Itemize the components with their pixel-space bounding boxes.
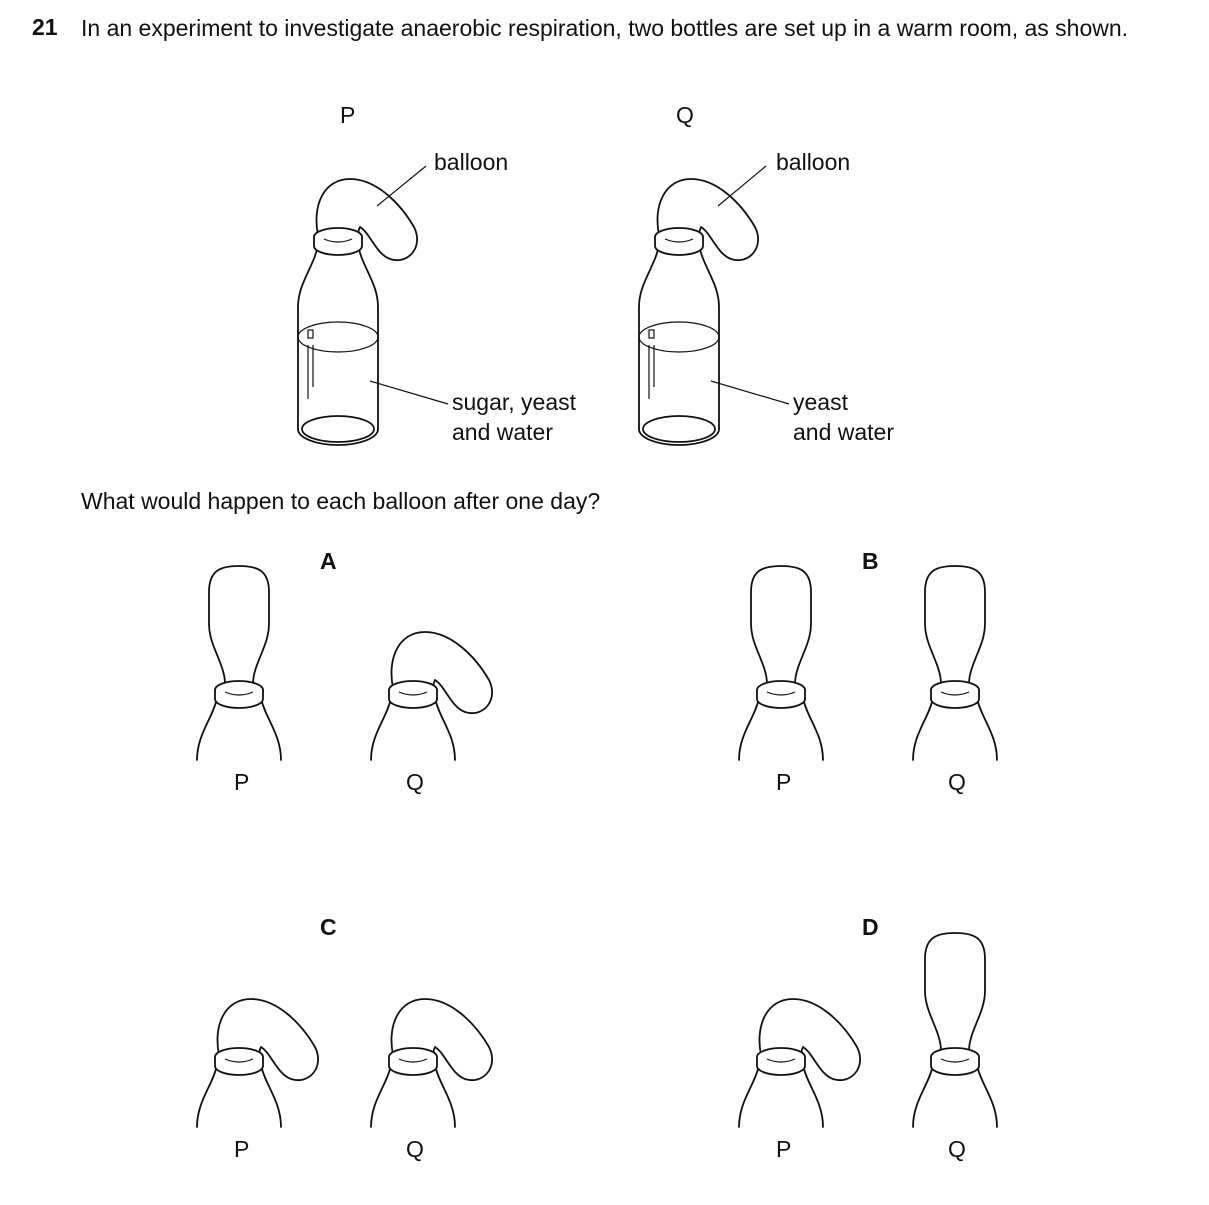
option-a-letter[interactable]: A [320,548,337,574]
option-c-q-label: Q [406,1136,424,1162]
bottle-p-contents-line1: sugar, yeast [452,389,577,415]
option-a-bottle-q[interactable] [371,632,492,760]
bottle-q-label: Q [676,102,694,128]
leader-line-p-contents [370,381,448,404]
question-text: In an experiment to investigate anaerobic respiration, two bottles are set up in a warm room, as shown. [81,15,1129,41]
leader-line-p-balloon [377,166,426,206]
option-d-p-label: P [776,1136,792,1162]
bottle-q-contents-line1: yeast [793,389,848,415]
option-c-bottle-q[interactable] [371,999,492,1127]
leader-line-q-balloon [718,166,766,206]
bottle-p-setup [298,179,417,445]
option-b-p-label: P [776,769,792,795]
question-number: 21 [32,14,58,40]
option-a-p-label: P [234,769,250,795]
leader-line-q-contents [711,381,789,404]
question-prompt: What would happen to each balloon after one day? [81,488,601,514]
option-c-letter[interactable]: C [320,914,337,940]
option-d-bottle-q[interactable] [913,933,997,1127]
bottle-p-label: P [340,102,356,128]
option-b-bottle-q[interactable] [913,566,997,760]
bottle-q-balloon-label: balloon [776,149,851,175]
option-c-bottle-p[interactable] [197,999,318,1127]
option-c-p-label: P [234,1136,250,1162]
bottle-q-contents-line2: and water [793,419,895,445]
option-d-bottle-p[interactable] [739,999,860,1127]
option-b-q-label: Q [948,769,966,795]
option-b-letter[interactable]: B [862,548,879,574]
bottle-q-setup [639,179,758,445]
option-b-bottle-p[interactable] [739,566,823,760]
option-a-q-label: Q [406,769,424,795]
option-a-bottle-p[interactable] [197,566,281,760]
option-d-q-label: Q [948,1136,966,1162]
bottle-p-balloon-label: balloon [434,149,509,175]
option-d-letter[interactable]: D [862,914,879,940]
bottle-p-contents-line2: and water [452,419,554,445]
